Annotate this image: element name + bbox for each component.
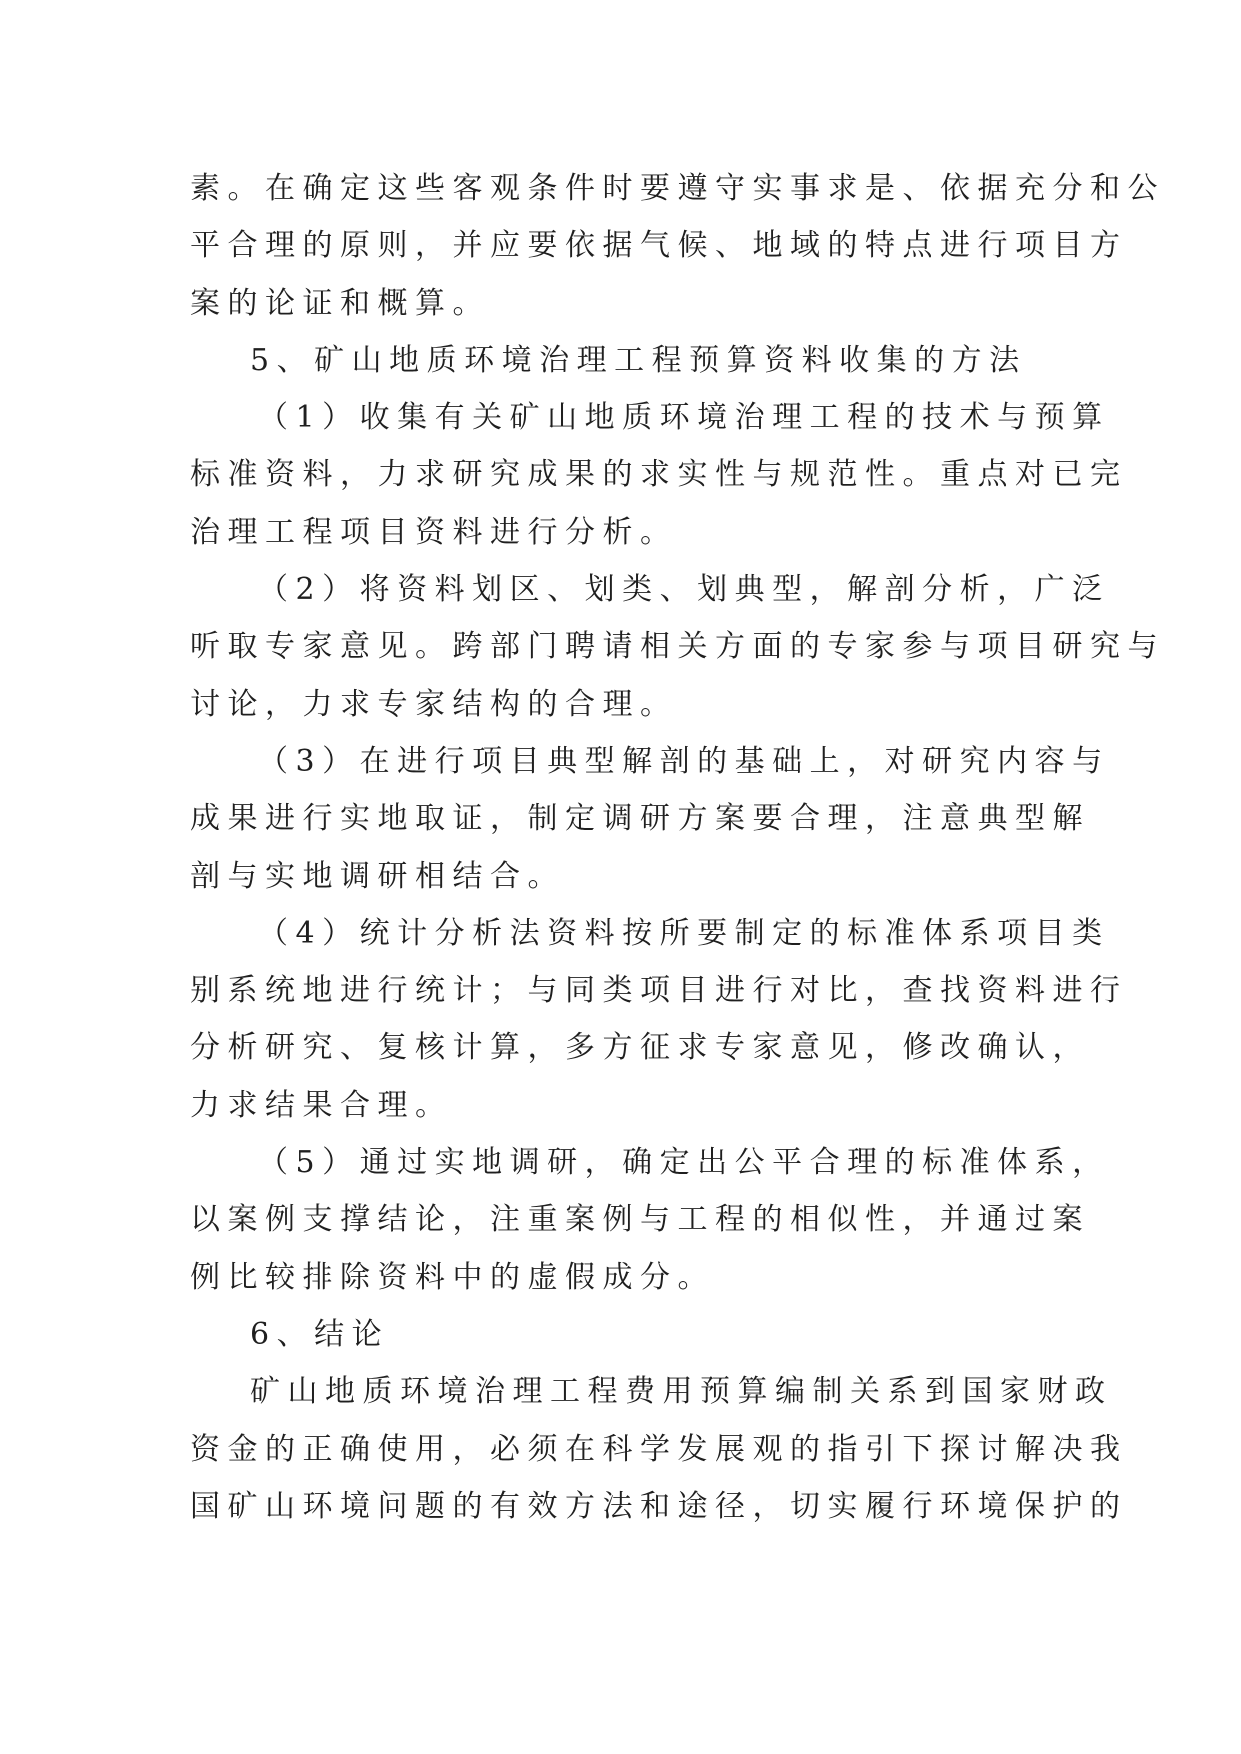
- text-line: 别系统地进行统计；与同类项目进行对比，查找资料进行: [190, 973, 1128, 1009]
- list-item-5: （5）通过实地调研，确定出公平合理的标准体系，: [258, 1145, 1110, 1181]
- text-line: 剖与实地调研相结合。: [190, 858, 565, 894]
- text-line: 素。在确定这些客观条件时要遵守实事求是、依据充分和公: [190, 171, 1165, 206]
- section-heading-5: 5、矿山地质环境治理工程预算资料收集的方法: [250, 342, 1027, 378]
- text-line: 例比较排除资料中的虚假成分。: [190, 1259, 715, 1295]
- text-line: 资金的正确使用，必须在科学发展观的指引下探讨解决我: [190, 1431, 1128, 1467]
- body-text: [190, 160, 1165, 1535]
- text-line: 成果进行实地取证，制定调研方案要合理，注意典型解: [190, 801, 1090, 837]
- text-line: 平合理的原则，并应要依据气候、地域的特点进行项目方: [190, 228, 1128, 264]
- text-line: 听取专家意见。跨部门聘请相关方面的专家参与项目研究与: [190, 629, 1165, 665]
- text-line: 案的论证和概算。: [190, 285, 490, 321]
- text-line: 以案例支撑结论，注重案例与工程的相似性，并通过案: [190, 1202, 1090, 1238]
- text-line: 治理工程项目资料进行分析。: [190, 514, 678, 550]
- list-item-4: （4）统计分析法资料按所要制定的标准体系项目类: [258, 915, 1110, 951]
- list-item-1: （1）收集有关矿山地质环境治理工程的技术与预算: [258, 400, 1110, 436]
- text-line: 分析研究、复核计算，多方征求专家意见，修改确认，: [190, 1030, 1090, 1066]
- section-heading-6: 6、结论: [250, 1316, 390, 1352]
- text-line: 讨论，力求专家结构的合理。: [190, 686, 678, 722]
- text-line: 力求结果合理。: [190, 1087, 453, 1123]
- list-item-3: （3）在进行项目典型解剖的基础上，对研究内容与: [258, 743, 1110, 779]
- text-line: 国矿山环境问题的有效方法和途径，切实履行环境保护的: [190, 1488, 1128, 1524]
- text-line: 标准资料，力求研究成果的求实性与规范性。重点对已完: [190, 457, 1128, 493]
- list-item-2: （2）将资料划区、划类、划典型，解剖分析，广泛: [258, 572, 1110, 608]
- text-line: 矿山地质环境治理工程费用预算编制关系到国家财政: [250, 1374, 1113, 1410]
